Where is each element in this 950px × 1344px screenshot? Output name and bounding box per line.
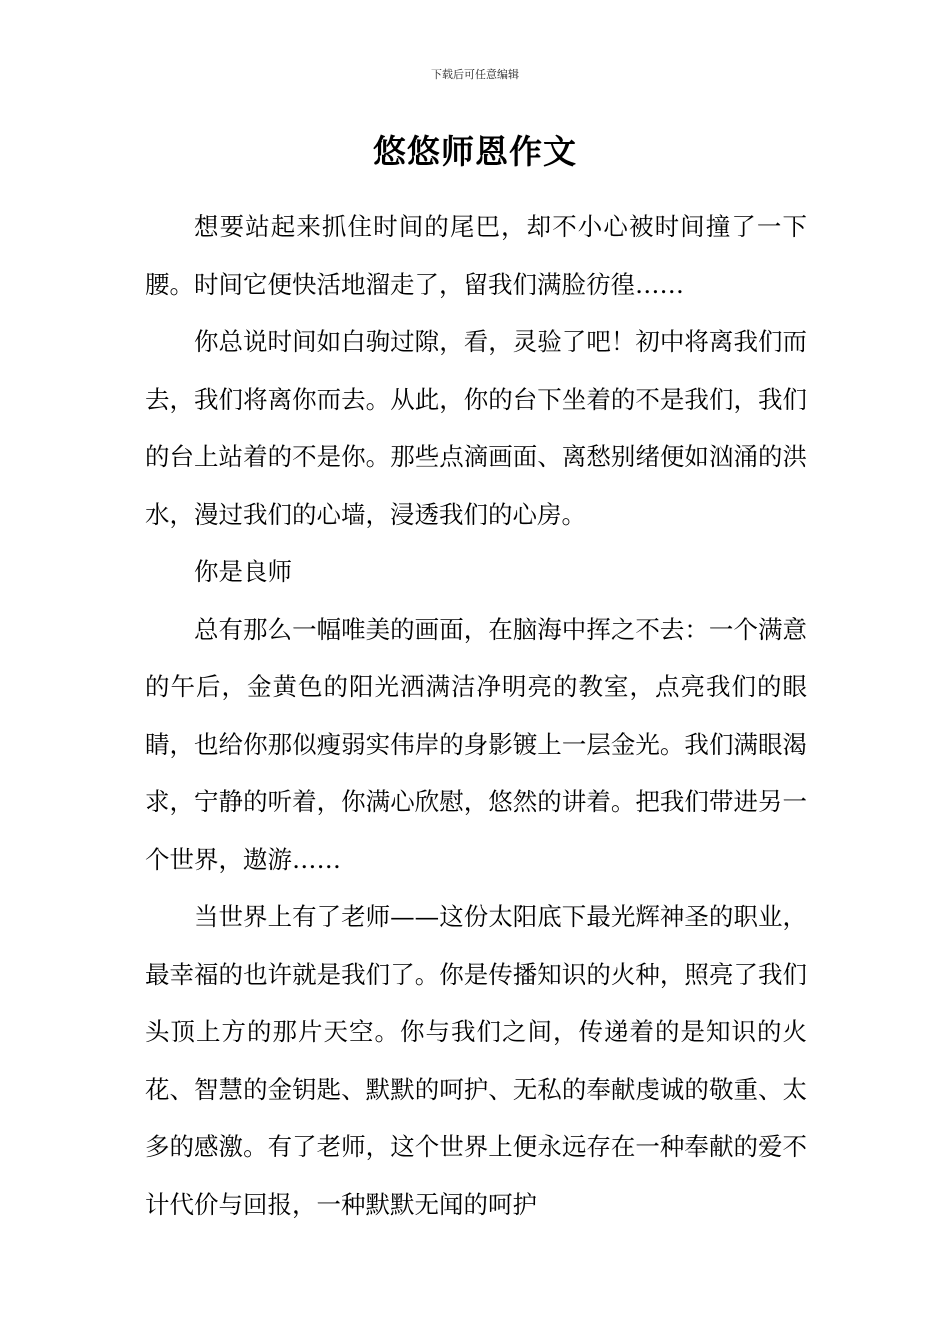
paragraph: 总有那么一幅唯美的画面，在脑海中挥之不去：一个满意的午后，金黄色的阳光洒满洁净明亮的教室，点亮我们的眼睛，也给你那似瘦弱实伟岸的身影镀上一层金光。我们满眼渴求，宁静的听着，你满心欣慰，悠然的讲着。把我们带进另一个世界，遨游…… [145,614,807,874]
header-note: 下载后可任意编辑 [431,68,519,81]
paragraph: 你总说时间如白驹过隙，看，灵验了吧！初中将离我们而去，我们将离你而去。从此，你的台下坐着的不是我们，我们的台上站着的不是你。那些点滴画面、离愁别绪便如汹涌的洪水，漫过我们的心墙，浸透我们的心房。 [145,327,807,529]
section-heading: 你是良师 [194,557,292,586]
document-body [145,198,807,1233]
document-title: 悠悠师恩作文 [373,132,577,171]
paragraph: 当世界上有了老师——这份太阳底下最光辉神圣的职业，最幸福的也许就是我们了。你是传播知识的火种，照亮了我们头顶上方的那片天空。你与我们之间，传递着的是知识的火花、智慧的金钥匙、默默的呵护、无私的奉献虔诚的敬重、太多的感激。有了老师，这个世界上便永远存在一种奉献的爱不计代价与回报，一种默默无闻的呵护 [145,902,807,1219]
paragraph: 想要站起来抓住时间的尾巴，却不小心被时间撞了一下腰。时间它便快活地溜走了，留我们满脸彷徨…… [145,212,807,299]
